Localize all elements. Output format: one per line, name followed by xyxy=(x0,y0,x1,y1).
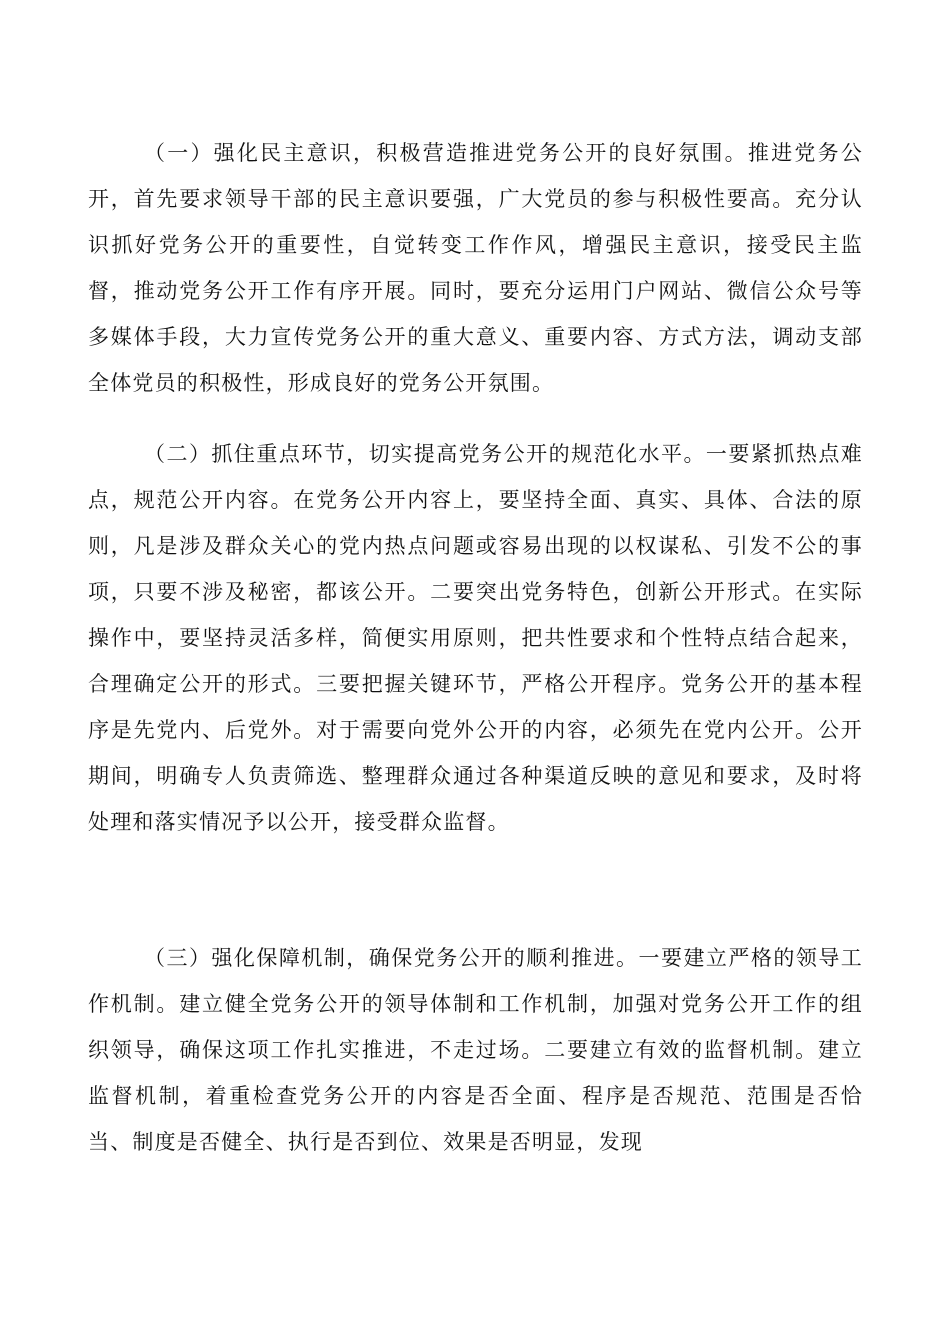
paragraph-key-links: （二）抓住重点环节，切实提高党务公开的规范化水平。一要紧抓热点难点，规范公开内容。在党务公开内容上，要坚持全面、真实、具体、合法的原则，凡是涉及群众关心的党内热点问题或容易出现的以权谋私、引发不公的事项，只要不涉及秘密，都该公开。二要突出党务特色，创新公开形式。在实际操作中，要坚持灵活多样，简便实用原则，把共性要求和个性特点结合起来，合理确定公开的形式。三要把握关键环节，严格公开程序。党务公开的基本程序是先党内、后党外。对于需要向党外公开的内容，必须先在党内公开。公开期间，明确专人负责筛选、整理群众通过各种渠道反映的意见和要求，及时将处理和落实情况予以公开，接受群众监督。 xyxy=(88,442,863,834)
paragraph-democratic-awareness: （一）强化民主意识，积极营造推进党务公开的良好氛围。推进党务公开，首先要求领导干部的民主意识要强，广大党员的参与积极性要高。充分认识抓好党务公开的重要性，自觉转变工作作风，增强民主意识，接受民主监督，推动党务公开工作有序开展。同时，要充分运用门户网站、微信公众号等多媒体手段，大力宣传党务公开的重大意义、重要内容、方式方法，调动支部全体党员的积极性，形成良好的党务公开氛围。 xyxy=(88,141,863,395)
paragraph-guarantee-mechanism: （三）强化保障机制，确保党务公开的顺利推进。一要建立严格的领导工作机制。建立健全党务公开的领导体制和工作机制，加强对党务公开工作的组织领导，确保这项工作扎实推进，不走过场。二要建立有效的监督机制。建立监督机制，着重检查党务公开的内容是否全面、程序是否规范、范围是否恰当、制度是否健全、执行是否到位、效果是否明显，发现 xyxy=(88,946,863,1154)
